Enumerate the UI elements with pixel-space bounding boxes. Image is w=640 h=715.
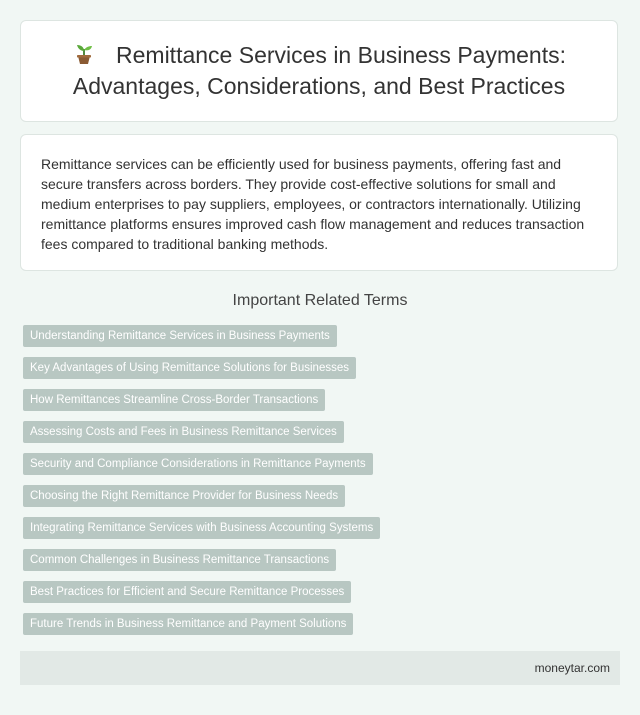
- term-tag[interactable]: Key Advantages of Using Remittance Solutions for Businesses: [23, 357, 356, 379]
- list-item: [23, 389, 380, 411]
- list-item: [23, 357, 380, 379]
- title-text: Remittance Services in Business Payments: Advantages, Considerations, and Best Practices: [72, 42, 566, 99]
- list-item: [23, 613, 380, 635]
- term-tag[interactable]: Choosing the Right Remittance Provider for Business Needs: [23, 485, 345, 507]
- term-tag[interactable]: Best Practices for Efficient and Secure Remittance Processes: [23, 581, 351, 603]
- term-tag[interactable]: How Remittances Streamline Cross-Border Transactions: [23, 389, 325, 411]
- term-tag[interactable]: Integrating Remittance Services with Business Accounting Systems: [23, 517, 380, 539]
- title-card: [20, 20, 618, 122]
- intro-paragraph: Remittance services can be efficiently used for business payments, offering fast and secure transfers across borders. They provide cost-effective solutions for small and medium enterprises to pay suppliers, employees, or contractors internationally. Utilizing remittance platforms ensures improved cash flow management and reduces transaction fees compared to traditional banking methods.: [41, 156, 585, 252]
- list-item: [23, 325, 380, 347]
- list-item: [23, 485, 380, 507]
- sprout-icon: [72, 42, 96, 66]
- related-terms-list: [23, 325, 380, 645]
- term-tag[interactable]: Assessing Costs and Fees in Business Remittance Services: [23, 421, 344, 443]
- term-tag[interactable]: Future Trends in Business Remittance and Payment Solutions: [23, 613, 353, 635]
- list-item: [23, 517, 380, 539]
- page-title: [21, 40, 617, 102]
- list-item: [23, 549, 380, 571]
- intro-card: [20, 134, 618, 271]
- term-tag[interactable]: Security and Compliance Considerations in Remittance Payments: [23, 453, 373, 475]
- list-item: [23, 421, 380, 443]
- related-terms-heading: Important Related Terms: [232, 292, 408, 309]
- term-tag[interactable]: Understanding Remittance Services in Business Payments: [23, 325, 337, 347]
- footer-site-link[interactable]: moneytar.com: [534, 661, 610, 675]
- term-tag[interactable]: Common Challenges in Business Remittance Transactions: [23, 549, 336, 571]
- list-item: [23, 453, 380, 475]
- list-item: [23, 581, 380, 603]
- footer: [20, 651, 620, 685]
